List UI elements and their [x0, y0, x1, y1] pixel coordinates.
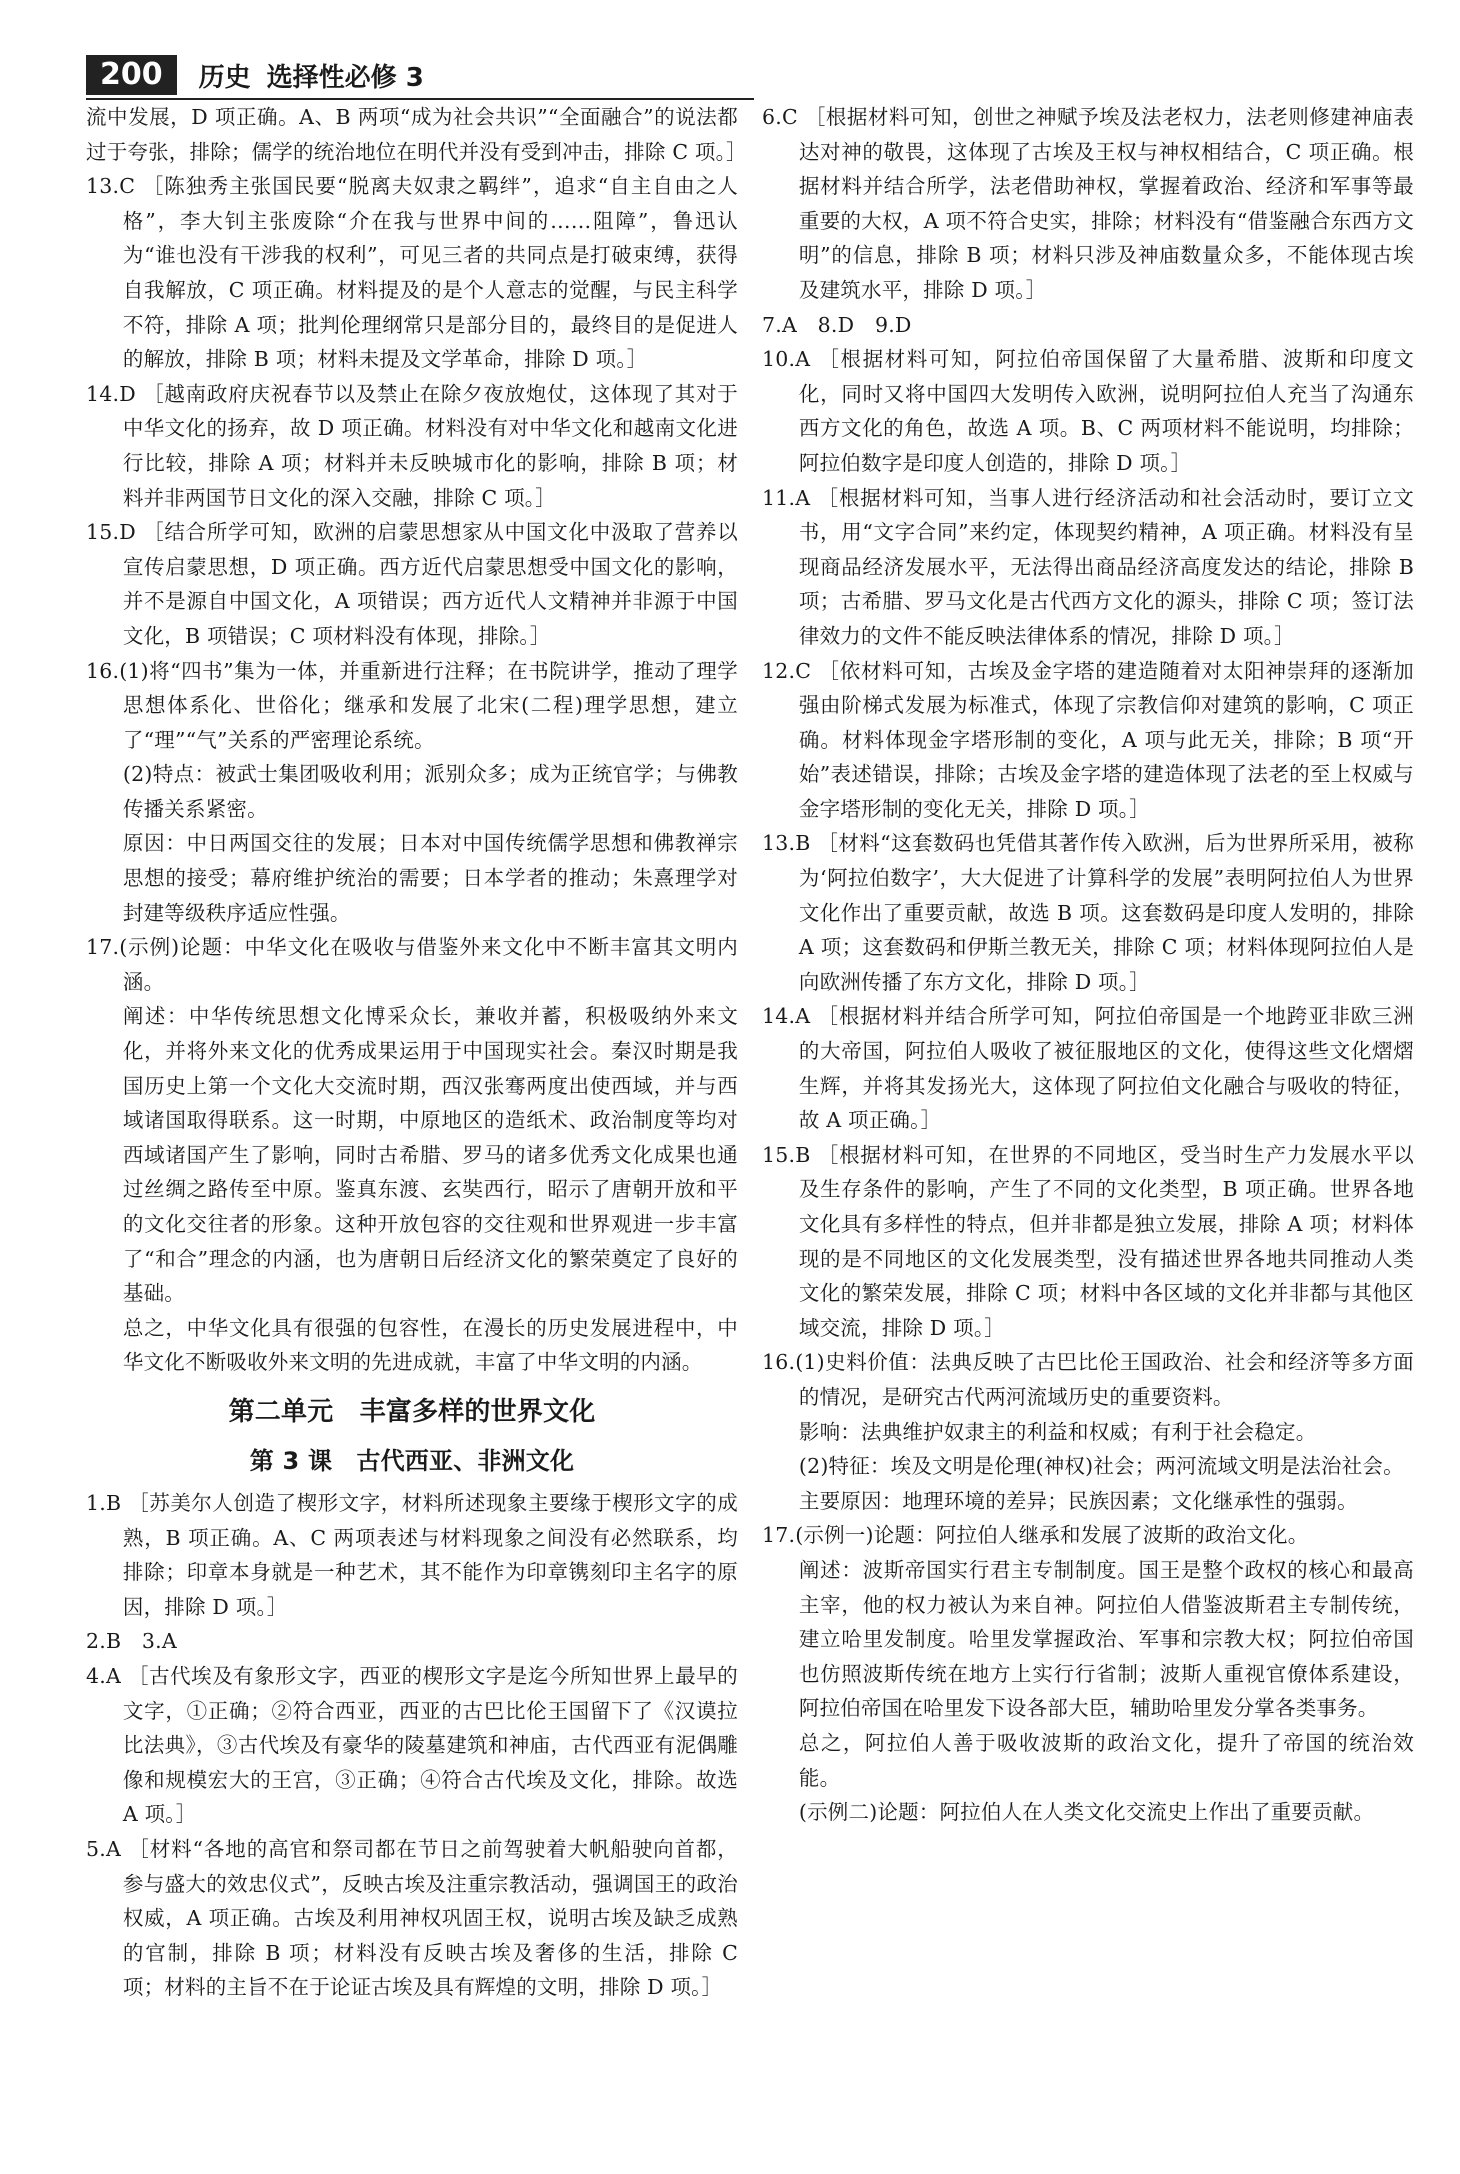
lesson-answer-2-3: 2.B 3.A: [86, 1629, 177, 1654]
lesson-answer-5: 5.A ［材料“各地的高官和祭司都在节日之前驾驶着大帆船驶向首都，参与盛大的效忠仪式”，反映古埃及注重宗教活动，强调国王的政治权威，A 项正确。古埃及利用神权巩固王权，说明古埃及缺乏成熟的官制，排除 B 项；材料没有反映古埃及奢侈的生活，排除 C 项；材料的主旨不在于论证古埃及具有辉煌的文明，排除 D 项。］: [86, 1836, 738, 2000]
right-column: [762, 100, 1414, 1830]
lesson-answer-17-example2: (示例二)论题：阿拉伯人在人类文化交流史上作出了重要贡献。: [798, 1800, 1375, 1825]
lesson-answer-17-argument: 阐述：波斯帝国实行君主专制制度。国王是整个政权的核心和最高主宰，他的权力被认为来自神。阿拉伯人借鉴波斯君主专制传统，建立哈里发制度。哈里发掌握政治、军事和宗教大权；阿拉伯帝国也仿照波斯传统在地方上实行行省制；波斯人重视官僚体系建设，阿拉伯帝国在哈里发下设各部大臣，辅助哈里发分掌各类事务。: [798, 1557, 1414, 1721]
lesson-answer-14: 14.A ［根据材料并结合所学可知，阿拉伯帝国是一个地跨亚非欧三洲的大帝国，阿拉伯人吸收了被征服地区的文化，使得这些文化熠熠生辉，并将其发扬光大，这体现了阿拉伯文化融合与吸收的特征，故 A 项正确。］: [762, 1004, 1414, 1133]
lesson-answer-1: 1.B ［苏美尔人创造了楔形文字，材料所述现象主要缘于楔形文字的成熟，B 项正确。A、C 两项表述与材料现象之间没有必然联系，均排除；印章本身就是一种艺术，其不能作为印章镌刻印主名字的原因，排除 D 项。］: [86, 1490, 738, 1619]
answer-15: 15.D ［结合所学可知，欧洲的启蒙思想家从中国文化中汲取了营养以宣传启蒙思想，D 项正确。西方近代启蒙思想受中国文化的影响，并不是源自中国文化，A 项错误；西方近代人文精神并非源于中国文化，B 项错误；C 项材料没有体现，排除。］: [86, 520, 738, 648]
lesson-answer-16-part2: (2)特征：埃及文明是伦理(神权)社会；两河流域文明是法治社会。: [798, 1454, 1404, 1479]
answer-16-part2: (2)特点：被武士集团吸收利用；派别众多；成为正统官学；与佛教传播关系紧密。: [122, 762, 738, 821]
answer-16-reasons: 原因：中日两国交往的发展；日本对中国传统儒学思想和佛教禅宗思想的接受；幕府维护统治的需要；日本学者的推动；朱熹理学对封建等级秩序适应性强。: [122, 831, 738, 925]
header-book: 选择性必修 3: [266, 62, 424, 93]
header-subject: 历史: [198, 62, 251, 93]
lesson-answer-13: 13.B ［材料“这套数码也凭借其著作传入欧洲，后为世界所采用，被称为‘阿拉伯数字’，大大促进了计算科学的发展”表明阿拉伯人为世界文化作出了重要贡献，故选 B 项。这套数码是印度人发明的，排除 A 项；这套数码和伊斯兰教无关，排除 C 项；材料体现阿拉伯人是向欧洲传播了东方文化，排除 D 项。］: [762, 831, 1414, 994]
lesson-answer-11: 11.A ［根据材料可知，当事人进行经济活动和社会活动时，要订立文书，用“文字合同”来约定，体现契约精神，A 项正确。材料没有呈现商品经济发展水平，无法得出商品经济高度发达的结论，排除 B 项；古希腊、罗马文化是古代西方文化的源头，排除 C 项；签订法律效力的文件不能反映法律体系的情况，排除 D 项。］: [762, 485, 1414, 648]
lesson-answer-12: 12.C ［依材料可知，古埃及金字塔的建造随着对太阳神崇拜的逐渐加强由阶梯式发展为标准式，体现了宗教信仰对建筑的影响，C 项正确。材料体现金字塔形制的变化，A 项与此无关，排除；B 项“开始”表述错误，排除；古埃及金字塔的建造体现了法老的至上权威与金字塔形制的变化无关，排除 D 项。］: [762, 658, 1414, 821]
lesson-answer-7-9: 7.A 8.D 9.D: [762, 312, 912, 337]
lesson-answer-17-example1: 17.(示例一)论题：阿拉伯人继承和发展了波斯的政治文化。: [762, 1523, 1309, 1548]
page-header: [86, 50, 1386, 100]
answer-17-thesis: 17.(示例)论题：中华文化在吸收与借鉴外来文化中不断丰富其文明内涵。: [86, 935, 738, 994]
answer-16-part1: 16.(1)将“四书”集为一体，并重新进行注释；在书院讲学，推动了理学思想体系化、世俗化；继承和发展了北宋(二程)理学思想，建立了“理”“气”关系的严密理论系统。: [86, 658, 738, 752]
lesson-answer-16-part1: 16.(1)史料价值：法典反映了古巴比伦王国政治、社会和经济等多方面的情况，是研究古代两河流域历史的重要资料。: [762, 1350, 1414, 1409]
lesson-answer-16-reasons: 主要原因：地理环境的差异；民族因素；文化继承性的强弱。: [798, 1488, 1358, 1513]
page-number: 200: [86, 55, 177, 95]
unit-title: 第二单元 丰富多样的世界文化: [228, 1396, 596, 1427]
answer-continuation: 流中发展，D 项正确。A、B 两项“成为社会共识”“全面融合”的说法都过于夸张，排除；儒学的统治地位在明代并没有受到冲击，排除 C 项。］: [86, 105, 747, 164]
lesson-answer-4: 4.A ［古代埃及有象形文字，西亚的楔形文字是迄今所知世界上最早的文字，①正确；②符合西亚，西亚的古巴比伦王国留下了《汉谟拉比法典》，③古代埃及有豪华的陵墓建筑和神庙，古代西亚有泥偶雕像和规模宏大的王宫，③正确；④符合古代埃及文化，排除。故选 A 项。］: [86, 1663, 738, 1827]
answer-14: 14.D ［越南政府庆祝春节以及禁止在除夕夜放炮仗，这体现了其对于中华文化的扬弃，故 D 项正确。材料没有对中华文化和越南文化进行比较，排除 A 项；材料并未反映城市化的影响，排除 B 项；材料并非两国节日文化的深入交融，排除 C 项。］: [86, 381, 738, 510]
lesson-answer-16-impact: 影响：法典维护奴隶主的利益和权威；有利于社会稳定。: [798, 1419, 1317, 1444]
answer-13: 13.C ［陈独秀主张国民要“脱离夫奴隶之羁绊”，追求“自主自由之人格”，李大钊主张废除“介在我与世界中间的……阻障”，鲁迅认为“谁也没有干涉我的权利”，可见三者的共同点是打破束缚，获得自我解放，C 项正确。材料提及的是个人意志的觉醒，与民主科学不符，排除 A 项；批判伦理纲常只是部分目的，最终目的是促进人的解放，排除 B 项；材料未提及文学革命，排除 D 项。］: [86, 174, 738, 372]
left-column: [86, 100, 747, 2005]
lesson-answer-17-conclusion: 总之，阿拉伯人善于吸收波斯的政治文化，提升了帝国的统治效能。: [798, 1730, 1414, 1790]
lesson-answer-6: 6.C ［根据材料可知，创世之神赋予埃及法老权力，法老则修建神庙表达对神的敬畏，这体现了古埃及王权与神权相结合，C 项正确。根据材料并结合所学，法老借助神权，掌握着政治、经济和军事等最重要的大权，A 项不符合史实，排除；材料没有“借鉴融合东西方文明”的信息，排除 B 项；材料只涉及神庙数量众多，不能体现古埃及建筑水平，排除 D 项。］: [762, 105, 1414, 302]
lesson-title: 第 3 课 古代西亚、非洲文化: [249, 1446, 575, 1475]
answer-17-argument: 阐述：中华传统思想文化博采众长，兼收并蓄，积极吸纳外来文化，并将外来文化的优秀成果运用于中国现实社会。秦汉时期是我国历史上第一个文化大交流时期，西汉张骞两度出使西域，并与西域诸国取得联系。这一时期，中原地区的造纸术、政治制度等均对西域诸国产生了影响，同时古希腊、罗马的诸多优秀文化成果也通过丝绸之路传至中原。鉴真东渡、玄奘西行，昭示了唐朝开放和平的文化交往者的形象。这种开放包容的交往观和世界观进一步丰富了“和合”理念的内涵，也为唐朝日后经济文化的繁荣奠定了良好的基础。: [122, 1004, 738, 1306]
lesson-answer-15: 15.B ［根据材料可知，在世界的不同地区，受当时生产力发展水平以及生存条件的影响，产生了不同的文化类型，B 项正确。世界各地文化具有多样性的特点，但并非都是独立发展，排除 A 项；材料体现的是不同地区的文化发展类型，没有描述世界各地共同推动人类文化的繁荣发展，排除 C 项；材料中各区域的文化并非都与其他区域交流，排除 D 项。］: [762, 1142, 1414, 1340]
header-title: [199, 57, 424, 94]
lesson-answer-10: 10.A ［根据材料可知，阿拉伯帝国保留了大量希腊、波斯和印度文化，同时又将中国四大发明传入欧洲，说明阿拉伯人充当了沟通东西方文化的角色，故选 A 项。B、C 两项材料不能说明，均排除；阿拉伯数字是印度人创造的，排除 D 项。］: [762, 347, 1414, 475]
answer-17-conclusion: 总之，中华文化具有很强的包容性，在漫长的历史发展进程中，中华文化不断吸收外来文明的先进成就，丰富了中华文明的内涵。: [122, 1315, 738, 1375]
